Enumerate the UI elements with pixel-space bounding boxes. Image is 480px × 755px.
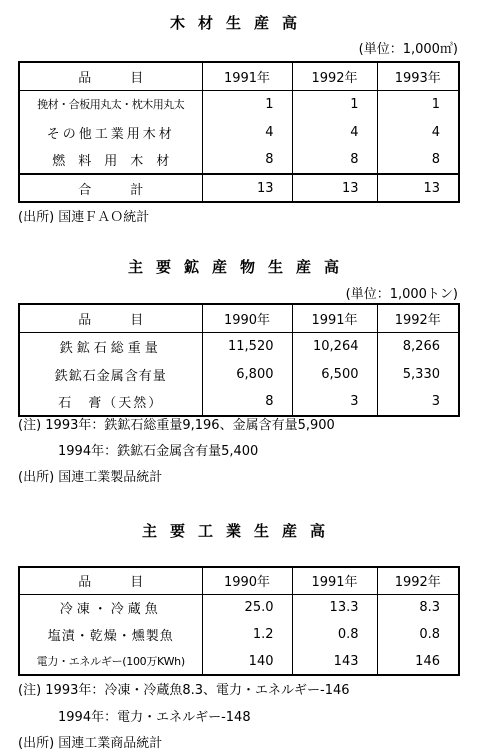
header-year: 1990年 — [202, 567, 292, 594]
header-year: 1991年 — [292, 304, 377, 332]
row-label: 鉄鉱石金属含有量 — [19, 360, 202, 388]
section-title: 主要鉱産物生産高 — [127, 258, 352, 276]
cell-value: 6,800 — [202, 360, 292, 388]
cell-value: 10,264 — [292, 332, 377, 360]
row-label: 合 計 — [19, 174, 202, 202]
table-header-row — [19, 304, 459, 332]
timber-production-table — [18, 61, 460, 203]
header-year: 1991年 — [292, 567, 377, 594]
footnote: 1994年：電力・エネルギー-148 — [58, 710, 251, 725]
section-title: 主要工業生産高 — [141, 522, 338, 540]
source-note: (出所) 国連工業商品統計 — [18, 736, 163, 751]
mineral-production-table — [18, 303, 460, 417]
table-row — [19, 332, 459, 360]
cell-value: 146 — [415, 653, 440, 669]
header-year: 1992年 — [377, 304, 459, 332]
cell-value: 143 — [292, 648, 377, 675]
section-title: 木材生産高 — [169, 14, 310, 32]
table-row — [19, 594, 459, 621]
cell-value: 3 — [431, 394, 440, 409]
unit-label: (単位：1,000㎥) — [358, 42, 458, 57]
header-year: 1992年 — [292, 62, 377, 90]
cell-value: 5,330 — [402, 366, 440, 382]
header-item: 品 目 — [19, 304, 202, 332]
row-label: 鉄鉱石総重量 — [19, 332, 202, 360]
cell-value: 4 — [431, 124, 440, 140]
table-row — [19, 146, 459, 174]
table-header-row — [19, 567, 459, 594]
cell-value: 6,500 — [292, 360, 377, 388]
table-total-row — [19, 174, 459, 202]
cell-value: 1.2 — [202, 621, 292, 648]
table-header-row — [19, 62, 459, 90]
row-label: 石 膏（天然） — [19, 388, 202, 416]
footnote: (注) 1993年：冷凍・冷蔵魚8.3、電力・エネルギー-146 — [18, 683, 350, 698]
unit-label: (単位：1,000トン) — [345, 287, 458, 302]
cell-value: 13 — [292, 174, 377, 202]
cell-value: 4 — [292, 118, 377, 146]
cell-value: 8 — [431, 152, 440, 167]
source-note: (出所) 国連ＦＡＯ統計 — [18, 210, 150, 225]
header-year: 1992年 — [377, 567, 459, 594]
header-item: 品 目 — [19, 62, 202, 90]
cell-value: 13 — [377, 174, 459, 202]
cell-value: 140 — [202, 648, 292, 675]
header-year: 1991年 — [202, 62, 292, 90]
header-year: 1990年 — [202, 304, 292, 332]
row-label: 電力・エネルギー(100万KWh) — [19, 648, 202, 675]
cell-value: 13 — [202, 174, 292, 202]
cell-value: 0.8 — [292, 621, 377, 648]
cell-value: 1 — [431, 96, 440, 112]
footnote: 1994年：鉄鉱石金属含有量5,400 — [58, 444, 259, 459]
row-label: 挽材・合板用丸太・枕木用丸太 — [19, 90, 202, 118]
source-note: (出所) 国連工業製品統計 — [18, 470, 163, 485]
table-row — [19, 118, 459, 146]
row-label: 燃 料 用 木 材 — [19, 146, 202, 174]
table-row — [19, 90, 459, 118]
row-label: 塩漬・乾燥・燻製魚 — [19, 621, 202, 648]
table-row — [19, 621, 459, 648]
table-row — [19, 360, 459, 388]
industrial-production-table — [18, 566, 460, 676]
cell-value: 8.3 — [419, 600, 440, 616]
table-row — [19, 388, 459, 416]
cell-value: 1 — [292, 90, 377, 118]
cell-value: 8,266 — [402, 338, 440, 354]
cell-value: 11,520 — [202, 332, 292, 360]
row-label: その他工業用木材 — [19, 118, 202, 146]
cell-value: 3 — [292, 388, 377, 416]
cell-value: 4 — [202, 118, 292, 146]
header-item: 品 目 — [19, 567, 202, 594]
header-year: 1993年 — [377, 62, 459, 90]
cell-value: 25.0 — [202, 594, 292, 621]
row-label: 冷凍・冷蔵魚 — [19, 594, 202, 621]
cell-value: 8 — [292, 146, 377, 174]
cell-value: 8 — [202, 388, 292, 416]
cell-value: 8 — [202, 146, 292, 174]
table-row — [19, 648, 459, 675]
footnote: (注) 1993年：鉄鉱石総重量9,196、金属含有量5,900 — [18, 418, 335, 433]
cell-value: 1 — [202, 90, 292, 118]
cell-value: 0.8 — [419, 627, 440, 642]
cell-value: 13.3 — [292, 594, 377, 621]
